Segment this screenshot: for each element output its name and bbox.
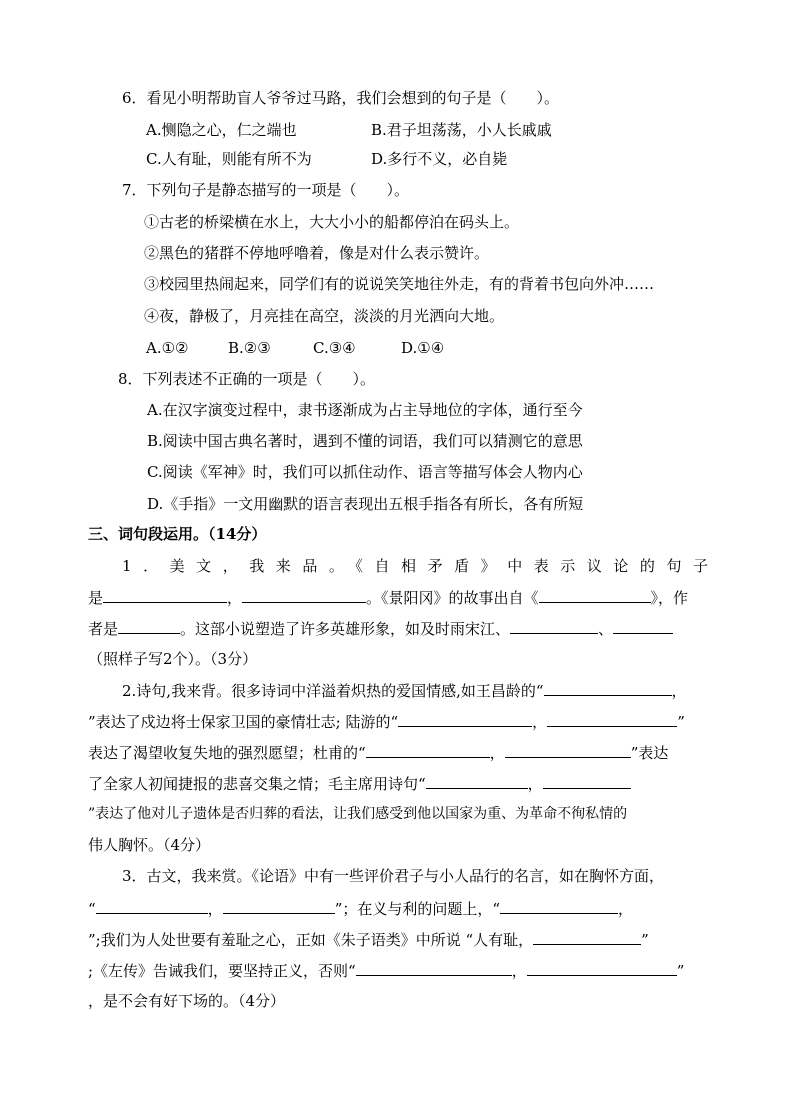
- q8-option-b: B.阅读中国古典名著时，遇到不懂的词语，我们可以猜测它的意思: [147, 432, 583, 450]
- blank-3-3[interactable]: [500, 898, 618, 914]
- q7-sentence-2: ②黑色的猪群不停地呼噜着，像是对什么表示赞许。: [144, 244, 490, 262]
- q7-option-c: C.③④: [313, 339, 356, 357]
- blank-3-4[interactable]: [533, 929, 641, 945]
- p1-line-4: （照样子写2个）。（3分）: [88, 650, 258, 668]
- p3-text: ”;我们为人处世要有羞耻之心，正如《朱子语类》中所说 “人有耻，: [88, 931, 534, 949]
- q8-option-c: C.阅读《军神》时，我们可以抓住动作、语言等描写体会人物内心: [147, 463, 583, 481]
- p1-text: 是: [88, 589, 104, 607]
- q8-stem: 8．下列表述不正确的一项是（ ）。: [118, 370, 376, 388]
- p1-text: 、: [598, 620, 614, 638]
- blank-2-2[interactable]: [398, 711, 532, 727]
- blank-2-3[interactable]: [547, 711, 677, 727]
- p2-text: ”: [677, 713, 685, 731]
- q7-stem: 7．下列句子是静态描写的一项是（ ）。: [122, 181, 410, 199]
- q6-option-d: D.多行不义，必自毙: [371, 150, 508, 168]
- p3-line-2: [88, 898, 633, 919]
- p2-line-3: [88, 742, 668, 763]
- p1-text: 者是: [88, 620, 119, 638]
- blank-3-2[interactable]: [223, 898, 335, 914]
- p3-line-3: [88, 929, 649, 950]
- q7-sentence-1: ①古老的桥梁横在水上，大大小小的船都停泊在码头上。: [144, 213, 520, 231]
- p1-text: 。这部小说塑造了许多英雄形象，如及时雨宋江、: [180, 620, 511, 638]
- blank-2-5[interactable]: [505, 742, 631, 758]
- q8-option-a: A.在汉字演变过程中，隶书逐渐成为占主导地位的字体，通行至今: [147, 401, 583, 419]
- q6-option-b: B.君子坦荡荡，小人长戚戚: [371, 121, 552, 139]
- blank-1-6[interactable]: [613, 618, 673, 634]
- p2-text: 2.诗句,我来背。很多诗词中洋溢着炽热的爱国情感,如王昌龄的“: [122, 682, 544, 700]
- p3-text: ，: [511, 962, 527, 980]
- blank-3-1[interactable]: [96, 898, 208, 914]
- p1-line-2: [88, 587, 688, 608]
- p3-text: “: [88, 900, 96, 918]
- q6-stem: 6．看见小明帮助盲人爷爷过马路，我们会想到的句子是（ ）。: [122, 89, 560, 107]
- q7-option-b: B.②③: [228, 339, 271, 357]
- p1-line-3: [88, 618, 673, 639]
- blank-2-1[interactable]: [544, 680, 672, 696]
- q8-option-d: D.《手指》一文用幽默的语言表现出五根手指各有所长，各有所短: [147, 495, 584, 513]
- p3-line-4: [88, 960, 684, 981]
- p2-line-2: [88, 711, 685, 732]
- blank-1-3[interactable]: [539, 587, 651, 603]
- blank-2-6[interactable]: [426, 773, 528, 789]
- p3-line-1: 3．古文，我来赏。《论语》中有一些评价君子与小人品行的名言，如在胸怀方面，: [122, 867, 665, 885]
- p1-line-1: 1．美文，我来品。《自相矛盾》中表示议论的句子: [122, 557, 708, 575]
- blank-2-4[interactable]: [366, 742, 490, 758]
- p2-text: ，: [527, 775, 543, 793]
- p2-text: ”表达了戍边将士保家卫国的豪情壮志; 陆游的“: [88, 713, 399, 731]
- q7-sentence-4: ④夜，静极了，月亮挂在高空，淡淡的月光洒向大地。: [144, 307, 505, 325]
- q6-option-a: A.恻隐之心，仁之端也: [146, 121, 297, 139]
- p3-text: ”；在义与利的问题上，“: [334, 900, 501, 918]
- p2-text: ，: [489, 744, 505, 762]
- p3-text: ，: [618, 900, 634, 918]
- blank-3-5[interactable]: [356, 960, 512, 976]
- p3-text: ”: [676, 962, 685, 980]
- p2-text: ”表达: [630, 744, 669, 762]
- p2-text: ，: [671, 682, 687, 700]
- p2-text: 表达了渴望收复失地的强烈愿望；杜甫的“: [88, 744, 366, 762]
- q7-sentence-3: ③校园里热闹起来，同学们有的说说笑笑地往外走，有的背着书包向外冲……: [144, 275, 655, 293]
- q6-option-c: C.人有耻，则能有所不为: [146, 150, 312, 168]
- p2-line-6: 伟人胸怀。（4分）: [88, 836, 211, 854]
- p2-line-1: [122, 680, 687, 701]
- blank-1-1[interactable]: [103, 587, 227, 603]
- blank-3-6[interactable]: [527, 960, 677, 976]
- p2-text: 了全家人初闻捷报的悲喜交集之情；毛主席用诗句“: [88, 775, 426, 793]
- p3-line-5: ，是不会有好下场的。（4分）: [88, 992, 286, 1010]
- blank-1-4[interactable]: [118, 618, 180, 634]
- p1-text: 。《景阳冈》的故事出自《: [366, 589, 539, 607]
- p2-text: ，: [532, 713, 548, 731]
- p1-text: ，: [227, 589, 243, 607]
- blank-1-5[interactable]: [510, 618, 598, 634]
- p3-text: ，: [207, 900, 223, 918]
- p1-text: 》，作: [650, 589, 689, 607]
- blank-2-7[interactable]: [543, 773, 631, 789]
- q7-option-d: D.①④: [401, 339, 445, 357]
- p2-line-4: [88, 773, 631, 794]
- p3-text: ”: [641, 931, 649, 949]
- q7-option-a: A.①②: [146, 339, 189, 357]
- p3-text: ;《左传》告诫我们，要坚持正义，否则“: [88, 962, 356, 980]
- blank-1-2[interactable]: [242, 587, 366, 603]
- p2-line-5: ”表达了他对儿子遗体是否归葬的看法，让我们感受到他以国家为重、为革命不徇私情的: [88, 806, 628, 822]
- section-3-heading: 三、词句段运用。（14分）: [88, 525, 267, 543]
